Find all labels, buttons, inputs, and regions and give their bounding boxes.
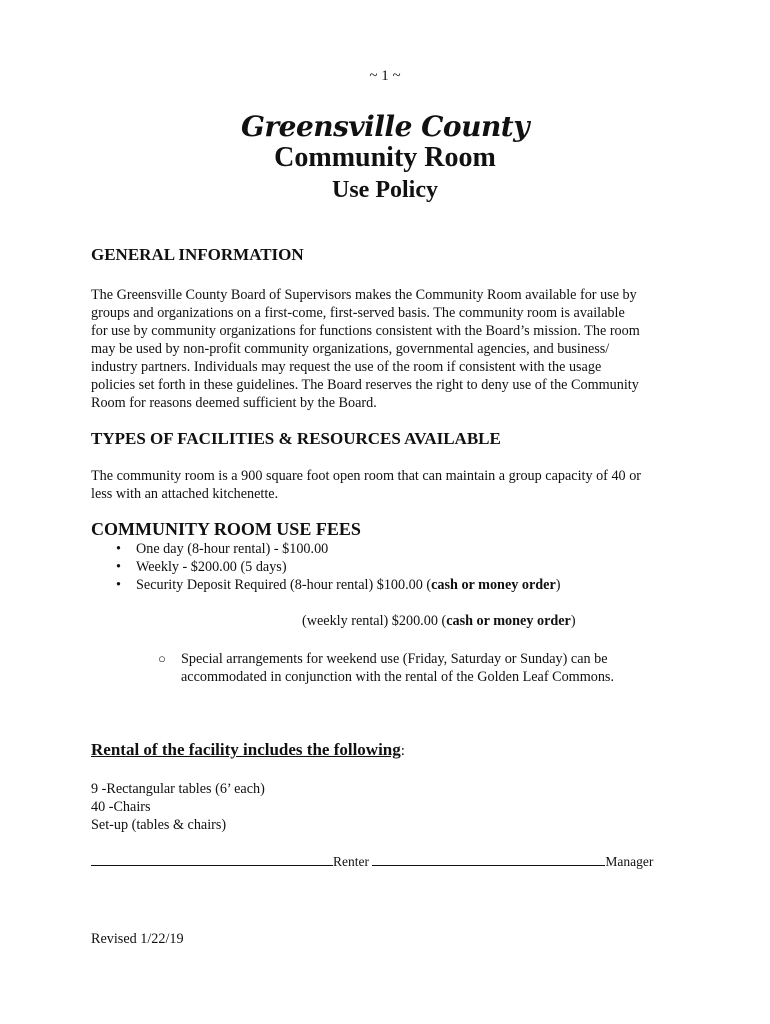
renter-label: Renter <box>333 854 369 869</box>
bullet-icon: • <box>116 577 121 593</box>
document-subtitle: Use Policy <box>332 177 438 203</box>
paragraph-line: may be used by non-profit community organizations, governmental agencies, and business/ <box>91 341 610 357</box>
fees-heading: COMMUNITY ROOM USE FEES <box>91 519 361 539</box>
weekend-arrangement-note <box>181 650 614 686</box>
bullet-icon: • <box>116 541 121 557</box>
weekly-deposit-text-end: ) <box>570 613 576 629</box>
rental-heading: Rental of the facility includes the following <box>91 740 401 759</box>
revised-date: Revised 1/22/19 <box>91 931 184 947</box>
rental-item: 9 -Rectangular tables (6’ each) <box>91 781 265 797</box>
paragraph-line: policies set forth in these guidelines. The Board reserves the right to deny use of the Community <box>91 377 639 393</box>
bullet-icon: • <box>116 559 121 575</box>
page-number: ~ 1 ~ <box>369 68 401 84</box>
renter-signature-blank[interactable] <box>91 853 333 866</box>
rental-item: 40 -Chairs <box>91 799 151 815</box>
paragraph-line: Room for reasons deemed sufficient by the Board. <box>91 395 377 411</box>
document-title: Community Room <box>274 142 496 173</box>
rental-item: Set-up (tables & chairs) <box>91 817 227 833</box>
signature-line <box>91 853 653 870</box>
general-info-paragraph <box>91 286 691 412</box>
paragraph-line: The Greensville County Board of Supervisors makes the Community Room available for use by <box>91 287 637 303</box>
weekly-deposit-text: (weekly rental) $200.00 ( <box>302 613 447 629</box>
rental-heading-wrap <box>91 740 405 760</box>
manager-signature-blank[interactable] <box>372 853 605 866</box>
fee-item-weekly: Weekly - $200.00 (5 days) <box>136 559 287 575</box>
weekly-payment-method: cash or money order <box>446 613 571 629</box>
deposit-text-end: ) <box>555 577 561 593</box>
paragraph-line: The community room is a 900 square foot open room that can maintain a group capacity of 40 or <box>91 468 642 484</box>
circle-bullet-icon: ○ <box>158 651 166 666</box>
rental-heading-colon: : <box>400 743 405 759</box>
deposit-text: Security Deposit Required (8-hour rental) $100.00 ( <box>136 577 432 593</box>
facilities-paragraph <box>91 467 691 503</box>
county-name: Greensville County <box>240 110 530 143</box>
paragraph-line: for use by community organizations for functions consistent with the Board’s mission. The room <box>91 323 640 339</box>
fee-item-one-day: One day (8-hour rental) - $100.00 <box>136 541 329 557</box>
rental-items-list <box>91 780 691 834</box>
note-line: accommodated in conjunction with the rental of the Golden Leaf Commons. <box>181 669 614 685</box>
fee-item-weekly-deposit <box>302 613 576 630</box>
paragraph-line: less with an attached kitchenette. <box>91 486 279 502</box>
facilities-heading: TYPES OF FACILITIES & RESOURCES AVAILABLE <box>91 429 501 448</box>
general-info-heading: GENERAL INFORMATION <box>91 245 304 264</box>
paragraph-line: industry partners. Individuals may request the use of the room if consistent with the usage <box>91 359 602 375</box>
deposit-payment-method: cash or money order <box>431 577 556 593</box>
note-line: Special arrangements for weekend use (Friday, Saturday or Sunday) can be <box>181 651 608 667</box>
manager-label: Manager <box>605 854 654 869</box>
paragraph-line: groups and organizations on a first-come, first-served basis. The community room is available <box>91 305 625 321</box>
fee-item-deposit <box>136 577 561 594</box>
